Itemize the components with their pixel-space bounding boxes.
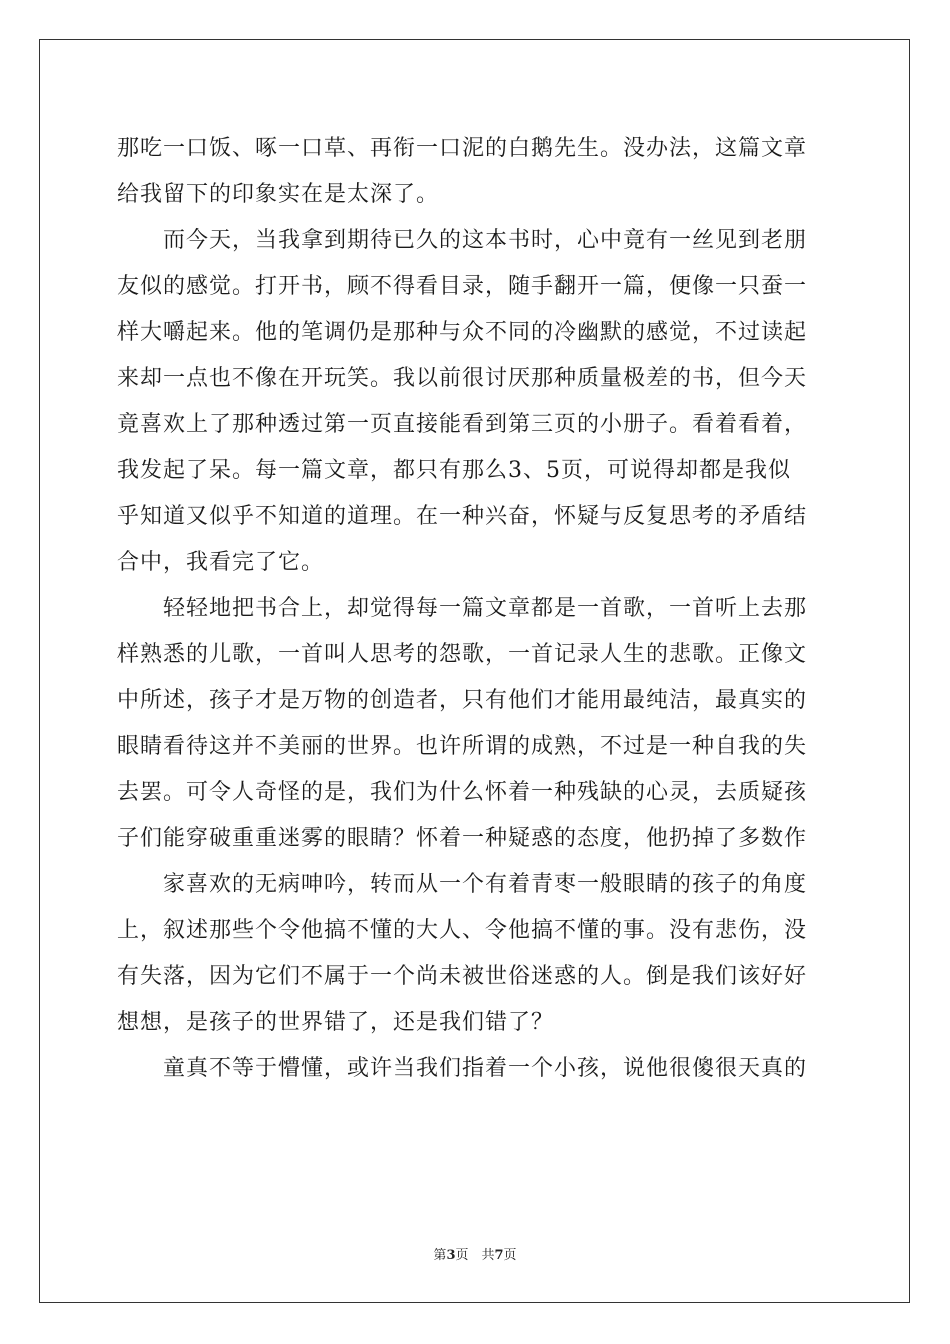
footer-page-suffix: 页 bbox=[503, 1248, 517, 1263]
text-line: 乎知道又似乎不知道的道理。在一种兴奋，怀疑与反复思考的矛盾结 bbox=[117, 504, 808, 529]
footer-page-current: 3 bbox=[446, 1248, 456, 1263]
document-body bbox=[117, 126, 837, 1092]
text-line: 眼睛看待这并不美丽的世界。也许所谓的成熟，不过是一种自我的失 bbox=[117, 734, 808, 759]
text-line: 给我留下的印象实在是太深了。 bbox=[117, 182, 440, 207]
text-line: 上，叙述那些个令他搞不懂的大人、令他搞不懂的事。没有悲伤，没 bbox=[117, 918, 808, 943]
footer-page-prefix: 第 bbox=[433, 1248, 447, 1263]
text-line: 子们能穿破重重迷雾的眼睛？怀着一种疑惑的态度，他扔掉了多数作 bbox=[117, 826, 808, 851]
text-line: 合中，我看完了它。 bbox=[117, 550, 325, 575]
text-line: 有失落，因为它们不属于一个尚未被世俗迷惑的人。倒是我们该好好 bbox=[117, 964, 808, 989]
text-line: 样熟悉的儿歌，一首叫人思考的怨歌，一首记录人生的悲歌。正像文 bbox=[117, 642, 808, 667]
text-line: 那吃一口饭、啄一口草、再衔一口泥的白鹅先生。没办法，这篇文章 bbox=[117, 136, 808, 161]
paragraph-start-line: 轻轻地把书合上，却觉得每一篇文章都是一首歌，一首听上去那 bbox=[163, 596, 808, 621]
text-line: 中所述，孩子才是万物的创造者，只有他们才能用最纯洁，最真实的 bbox=[117, 688, 808, 713]
paragraph-start-line: 家喜欢的无病呻吟，转而从一个有着青枣一般眼睛的孩子的角度 bbox=[163, 872, 808, 897]
text-line: 我发起了呆。每一篇文章，都只有那么3、5页，可说得却都是我似 bbox=[117, 458, 791, 483]
text-line: 样大嚼起来。他的笔调仍是那种与众不同的冷幽默的感觉，不过读起 bbox=[117, 320, 808, 345]
text-line: 想想，是孩子的世界错了，还是我们错了？ bbox=[117, 1010, 555, 1035]
text-line: 友似的感觉。打开书，顾不得看目录，随手翻开一篇，便像一只蚕一 bbox=[117, 274, 808, 299]
text-line: 来却一点也不像在开玩笑。我以前很讨厌那种质量极差的书，但今天 bbox=[117, 366, 808, 391]
footer-page-total: 7 bbox=[494, 1248, 504, 1263]
page-footer bbox=[0, 1248, 950, 1264]
text-line: 竟喜欢上了那种透过第一页直接能看到第三页的小册子。看着看着， bbox=[117, 412, 808, 437]
text-line: 去罢。可令人奇怪的是，我们为什么怀着一种残缺的心灵，去质疑孩 bbox=[117, 780, 808, 805]
paragraph-start-line: 童真不等于懵懂，或许当我们指着一个小孩，说他很傻很天真的 bbox=[163, 1056, 808, 1081]
footer-page-mid: 页 共 bbox=[455, 1248, 495, 1263]
paragraph-start-line: 而今天，当我拿到期待已久的这本书时，心中竟有一丝见到老朋 bbox=[163, 228, 808, 253]
